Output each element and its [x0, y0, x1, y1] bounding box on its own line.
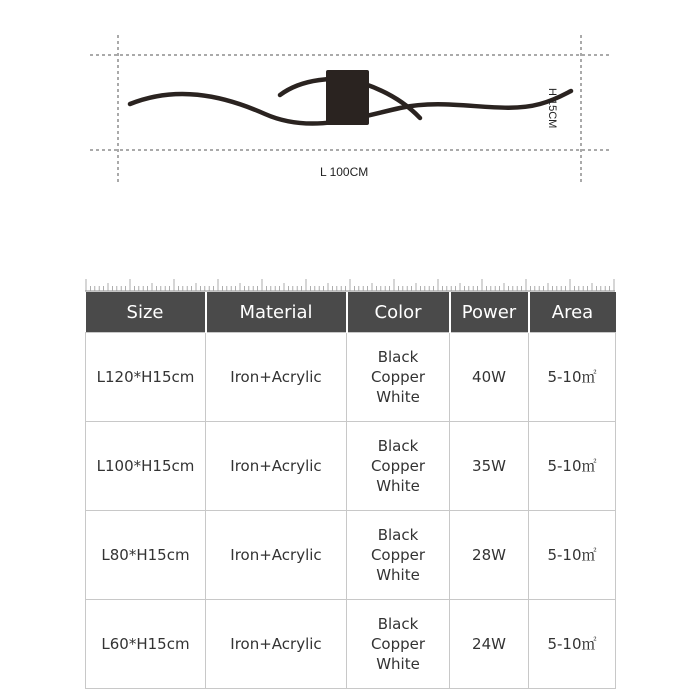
lamp-mounting-base	[326, 70, 369, 125]
color-option: White	[376, 477, 420, 495]
color-option: Black	[377, 348, 419, 366]
height-dimension-label: H 15CM	[546, 88, 558, 129]
color-option: Black	[377, 615, 419, 633]
color-cell	[347, 600, 450, 689]
color-option: White	[376, 655, 420, 673]
material-cell: Iron+Acrylic	[206, 600, 347, 689]
area-cell: 5-10㎡	[529, 600, 616, 689]
table-row	[86, 511, 616, 600]
header-size: Size	[86, 292, 206, 333]
power-cell: 35W	[450, 422, 529, 511]
power-cell: 24W	[450, 600, 529, 689]
color-option: White	[376, 566, 420, 584]
spec-table	[85, 292, 616, 689]
color-option: Black	[377, 437, 419, 455]
area-cell: 5-10㎡	[529, 333, 616, 422]
power-cell: 28W	[450, 511, 529, 600]
color-option: Black	[377, 526, 419, 544]
length-dimension-label: L 100CM	[320, 165, 369, 179]
size-cell: L80*H15cm	[86, 511, 206, 600]
area-cell: 5-10㎡	[529, 422, 616, 511]
header-material: Material	[206, 292, 347, 333]
material-cell: Iron+Acrylic	[206, 333, 347, 422]
table-row	[86, 422, 616, 511]
area-cell: 5-10㎡	[529, 511, 616, 600]
color-cell	[347, 422, 450, 511]
size-cell: L120*H15cm	[86, 333, 206, 422]
header-color: Color	[347, 292, 450, 333]
color-option: Copper	[370, 368, 426, 386]
material-cell: Iron+Acrylic	[206, 511, 347, 600]
table-header-row	[86, 292, 616, 333]
header-power: Power	[450, 292, 529, 333]
color-option: Copper	[370, 457, 426, 475]
size-cell: L100*H15cm	[86, 422, 206, 511]
size-cell: L60*H15cm	[86, 600, 206, 689]
table-row	[86, 333, 616, 422]
power-cell: 40W	[450, 333, 529, 422]
color-cell	[347, 511, 450, 600]
header-area: Area	[529, 292, 616, 333]
color-option: White	[376, 388, 420, 406]
decorative-ruler	[85, 278, 615, 292]
color-option: Copper	[370, 635, 426, 653]
color-option: Copper	[370, 546, 426, 564]
table-row	[86, 600, 616, 689]
material-cell: Iron+Acrylic	[206, 422, 347, 511]
color-cell	[347, 333, 450, 422]
